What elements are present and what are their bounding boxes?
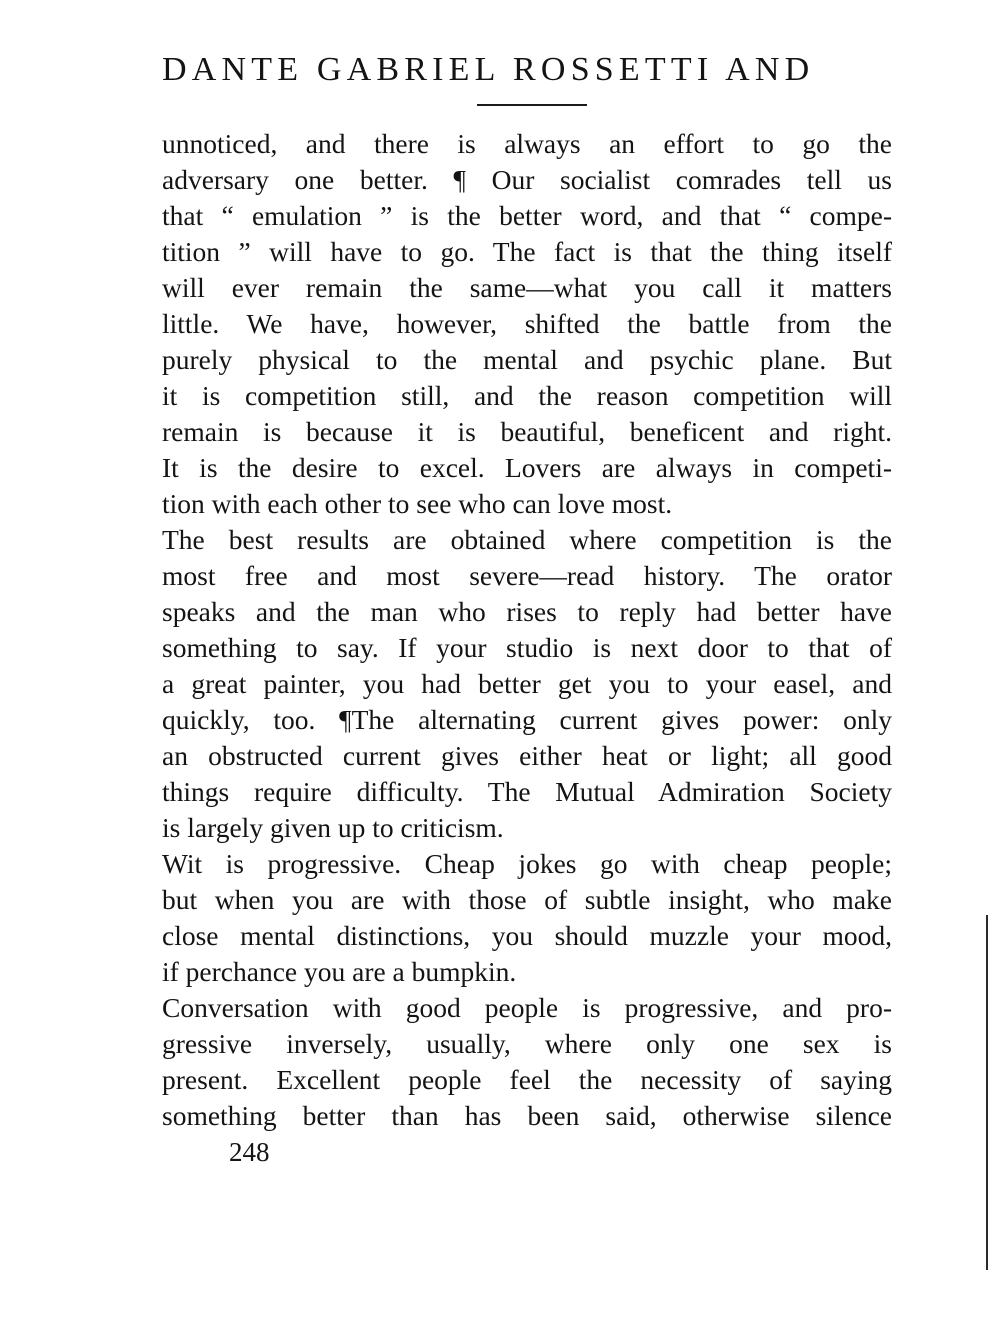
text-line: adversary one better. ¶ Our socialist comrades tell us xyxy=(162,164,892,195)
body-text xyxy=(162,126,892,1134)
text-line: present. Excellent people feel the necessity of saying xyxy=(162,1064,892,1095)
header-rule xyxy=(477,104,587,106)
text-line: something to say. If your studio is next door to that of xyxy=(162,632,892,663)
text-line: tition ” will have to go. The fact is that the thing itself xyxy=(162,236,892,267)
text-line: things require difficulty. The Mutual Admiration Society xyxy=(162,776,892,807)
text-line: most free and most severe—read history. The orator xyxy=(162,560,892,591)
text-line: will ever remain the same—what you call it matters xyxy=(162,272,892,303)
text-line: speaks and the man who rises to reply had better have xyxy=(162,596,892,627)
text-line: quickly, too. ¶The alternating current gives power: only xyxy=(162,704,892,735)
text-line: close mental distinctions, you should muzzle your mood, xyxy=(162,920,892,951)
text-line: a great painter, you had better get you to your easel, and xyxy=(162,668,892,699)
text-line: tion with each other to see who can love most. xyxy=(162,488,673,519)
text-line: It is the desire to excel. Lovers are always in competi- xyxy=(162,452,892,483)
text-line: that “ emulation ” is the better word, and that “ compe- xyxy=(162,200,892,231)
text-line: if perchance you are a bumpkin. xyxy=(162,956,517,987)
page-number: 248 xyxy=(229,1137,270,1167)
text-line: remain is because it is beautiful, beneficent and right. xyxy=(162,416,892,447)
text-line: is largely given up to criticism. xyxy=(162,812,504,843)
text-line: Wit is progressive. Cheap jokes go with cheap people; xyxy=(162,848,892,879)
text-line: purely physical to the mental and psychic plane. But xyxy=(162,344,892,375)
text-line: Conversation with good people is progressive, and pro- xyxy=(162,992,892,1023)
scan-edge-line xyxy=(986,915,988,1270)
text-line: little. We have, however, shifted the battle from the xyxy=(162,308,892,339)
text-line: but when you are with those of subtle insight, who make xyxy=(162,884,892,915)
text-line: it is competition still, and the reason competition will xyxy=(162,380,892,411)
text-line: an obstructed current gives either heat or light; all good xyxy=(162,740,892,771)
text-line: gressive inversely, usually, where only one sex is xyxy=(162,1028,892,1059)
running-head: DANTE GABRIEL ROSSETTI AND xyxy=(162,51,815,88)
text-line: The best results are obtained where competition is the xyxy=(162,524,892,555)
text-line: unnoticed, and there is always an effort to go the xyxy=(162,128,892,159)
text-line: something better than has been said, otherwise silence xyxy=(162,1100,892,1131)
